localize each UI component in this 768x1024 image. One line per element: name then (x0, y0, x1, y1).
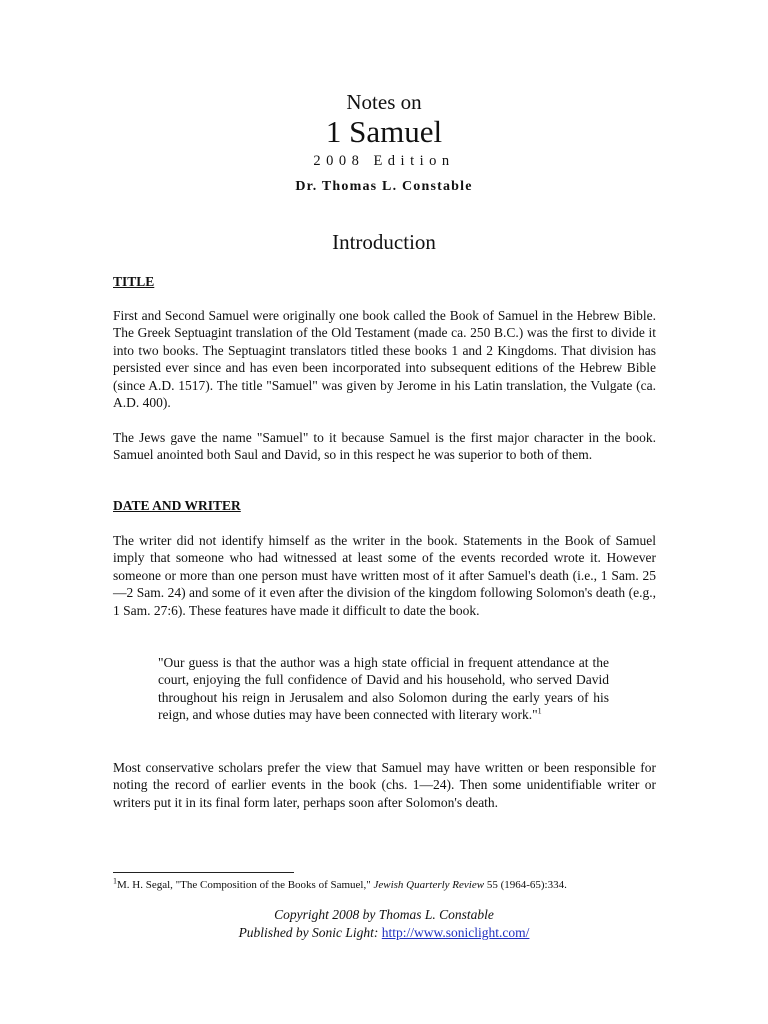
title-paragraph-2: The Jews gave the name "Samuel" to it because Samuel is the first major character in the book. Samuel anointed both Saul and David, so in this respect he was superior to both of them. (113, 430, 656, 463)
date-writer-paragraph-1: The writer did not identify himself as the writer in the book. Statements in the Book of Samuel imply that someone who had witnessed at least some of the events recorded wrote it. However someone or more than one person must have written most of it after Samuel's death (i.e., 1 Sam. 25—2 Sam. 24) and some of it even after the division of the kingdom following Solomon's death (e.g., 1 Sam. 27:6). These features have made it difficult to date the book. (113, 533, 656, 618)
date-writer-paragraph-2: Most conservative scholars prefer the view that Samuel may have written or been responsible for noting the record of earlier events in the book (chs. 1—24). Then some unidentifiable writer or writers put it in its final form later, perhaps soon after Solomon's death. (113, 760, 656, 810)
website-link[interactable]: http://www.soniclight.com/ (381, 925, 530, 940)
date-writer-section-heading: DATE AND WRITER (113, 498, 241, 513)
published-line (0, 925, 768, 941)
block-quote (158, 654, 609, 724)
notes-on-label: Notes on (346, 90, 422, 114)
block-quote-text: "Our guess is that the author was a high state official in frequent attendance at the court, enjoying the full confidence of David and his household, who served David throughout his reign in Jerusalem and also Solomon during the early years of his reign, and whose duties may have been connected with literary work." (158, 655, 609, 723)
footnote-journal: Jewish Quarterly Review (373, 879, 485, 891)
footnote (113, 876, 567, 891)
footnote-divider (113, 872, 294, 873)
introduction-heading: Introduction (332, 230, 436, 254)
title-paragraph-1: First and Second Samuel were originally one book called the Book of Samuel in the Hebrew Bible. The Greek Septuagint translation of the Old Testament (made ca. 250 B.C.) was the first to divide it into two books. The Septuagint translators titled these books 1 and 2 Kingdoms. That division has persisted ever since and has even been incorporated into subsequent editions of the Hebrew Bible (since A.D. 1517). The title "Samuel" was given by Jerome in his Latin translation, the Vulgate (ca. A.D. 400). (113, 308, 656, 411)
book-title: 1 Samuel (325, 114, 443, 149)
footnote-reference[interactable]: 1 (537, 706, 542, 716)
footnote-text-after: 55 (1964-65):334. (484, 879, 567, 891)
footnote-text-before: M. H. Segal, "The Composition of the Books of Samuel," (117, 879, 374, 891)
edition-label: 2008 Edition (313, 153, 455, 169)
title-section-heading: TITLE (113, 274, 155, 289)
author-name: Dr. Thomas L. Constable (295, 179, 473, 194)
published-by-label: Published by Sonic Light: (238, 925, 382, 940)
footnote-number: 1 (113, 876, 117, 886)
copyright-line: Copyright 2008 by Thomas L. Constable (274, 907, 494, 922)
